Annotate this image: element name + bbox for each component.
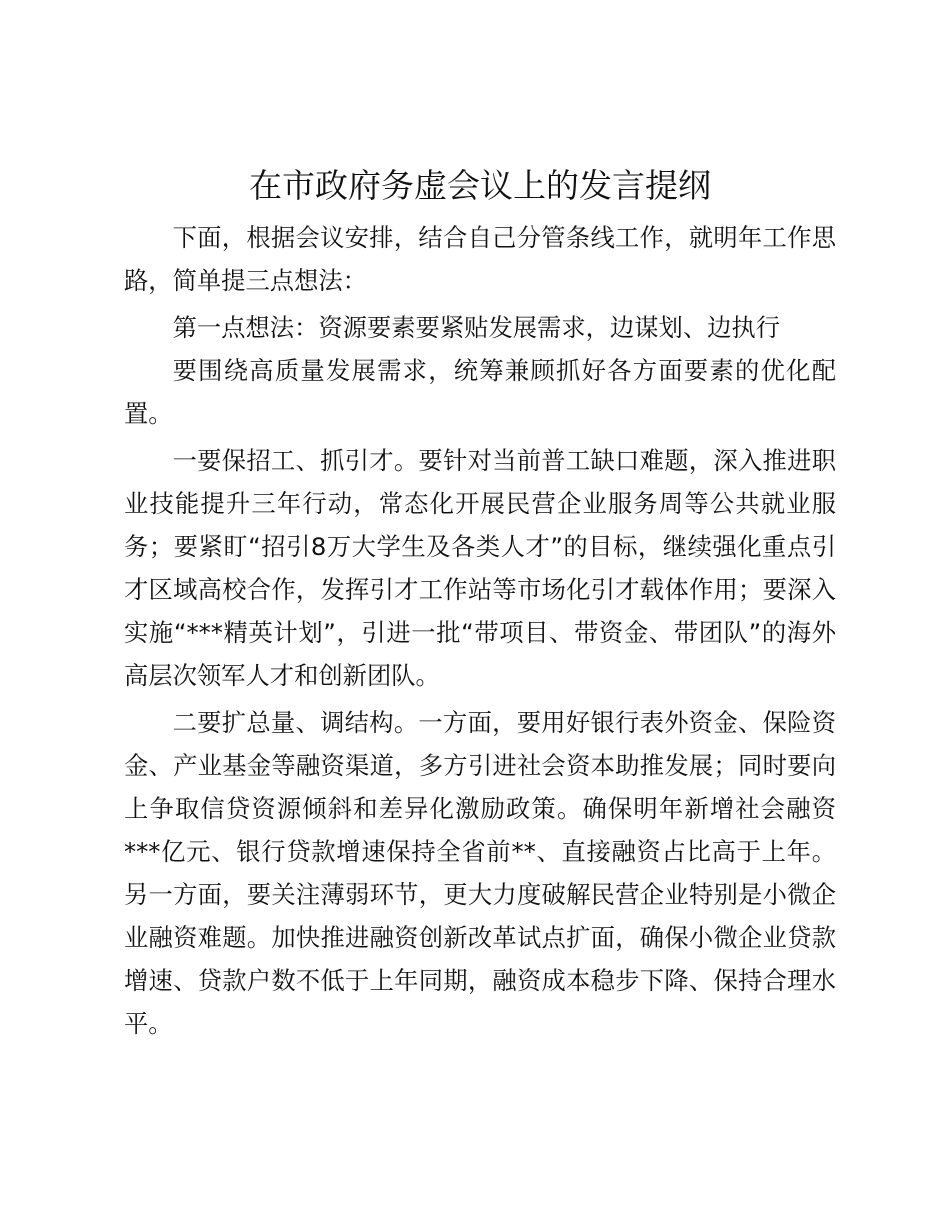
- paragraph-resource-allocation: 要围绕高质量发展需求，统筹兼顾抓好各方面要素的优化配置。: [124, 356, 836, 428]
- document-title: 在市政府务虚会议上的发言提纲: [249, 166, 711, 205]
- paragraph-intro: 下面，根据会议安排，结合自己分管条线工作，就明年工作思路，简单提三点想法：: [124, 223, 836, 295]
- paragraph-financing-structure: 二要扩总量、调结构。一方面，要用好银行表外资金、保险资金、产业基金等融资渠道，多方引进社会资本助推发展；同时要向上争取信贷资源倾斜和差异化激励政策。确保明年新增社会融资***亿元、银行贷款增速保持全省前**、直接融资占比高于上年。另一方面，要关注薄弱环节，更大力度破解民营企业特别是小微企业融资难题。加快推进融资创新改革试点扩面，确保小微企业贷款增速、贷款户数不低于上年同期，融资成本稳步下降、保持合理水平。: [124, 708, 836, 1038]
- document-body: [124, 216, 836, 1045]
- paragraph-heading-first-point: 第一点想法：资源要素要紧贴发展需求，边谋划、边执行: [172, 313, 781, 342]
- paragraph-talent-recruitment: 一要保招工、抓引才。要针对当前普工缺口难题，深入推进职业技能提升三年行动，常态化开展民营企业服务周等公共就业服务；要紧盯“招引8万大学生及各类人才”的目标，继续强化重点引才区域高校合作，发挥引才工作站等市场化引才载体作用；要深入实施“***精英计划”，引进一批“带项目、带资金、带团队”的海外高层次领军人才和创新团队。: [124, 446, 836, 690]
